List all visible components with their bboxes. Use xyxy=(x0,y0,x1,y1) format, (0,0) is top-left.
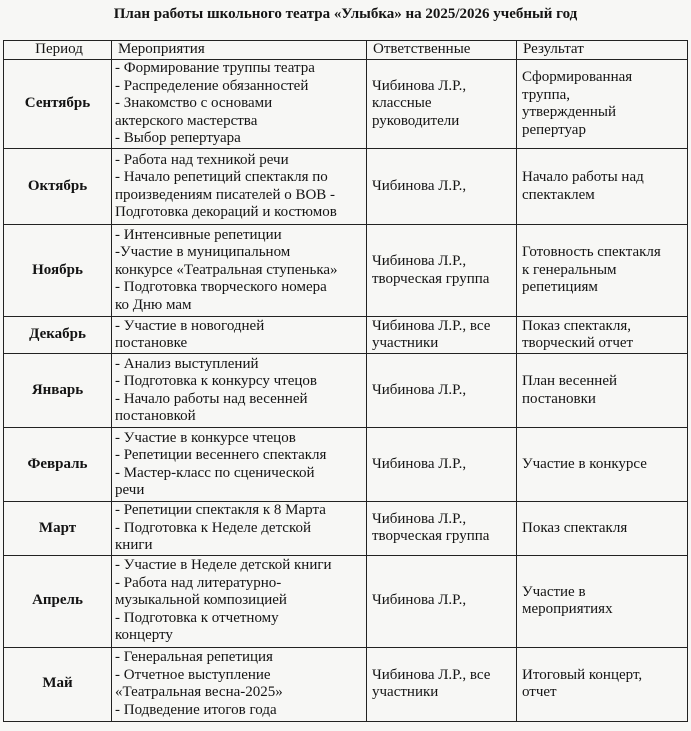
activities-cell xyxy=(112,354,367,428)
table-row xyxy=(4,354,688,428)
period-cell: Март xyxy=(4,502,112,556)
activities-cell-line: речи xyxy=(115,482,145,498)
activities-cell-line: «Театральная весна-2025» xyxy=(115,684,283,700)
activities-cell-line: конкурсе «Театральная ступенька» xyxy=(115,261,338,278)
activities-cell-line: музыкальной композицией xyxy=(115,592,287,609)
table-row xyxy=(4,317,688,354)
responsible-cell xyxy=(367,60,517,149)
activities-cell-line: Подготовка декораций и костюмов xyxy=(115,204,337,220)
activities-cell-line: - Знакомство с основами xyxy=(115,95,273,112)
activities-cell-line: - Генеральная репетиция xyxy=(115,649,273,665)
activities-cell-line: - Начало работы над весенней xyxy=(115,390,308,407)
activities-cell-line: - Подготовка к отчетному xyxy=(115,609,279,626)
result-cell xyxy=(517,317,688,354)
responsible-cell-line: творческая группа xyxy=(372,528,490,545)
result-cell-line: Показ спектакля, xyxy=(522,317,631,334)
result-cell-line: мероприятиях xyxy=(522,601,613,617)
period-cell: Декабрь xyxy=(4,317,112,354)
responsible-cell-line: Чибинова Л.Р., xyxy=(372,381,467,398)
result-cell xyxy=(517,502,688,556)
activities-cell-line: - Выбор репертуара xyxy=(115,130,241,147)
responsible-cell-line: Чибинова Л.Р., xyxy=(372,77,467,94)
period-cell: Сентябрь xyxy=(4,60,112,149)
activities-cell-line: - Участие в новогодней xyxy=(115,317,265,334)
result-cell xyxy=(517,60,688,149)
activities-cell-line: - Подготовка к конкурсу чтецов xyxy=(115,373,318,389)
period-cell: Октябрь xyxy=(4,149,112,225)
activities-cell-line: - Репетиции спектакля к 8 Марта xyxy=(115,502,326,518)
responsible-cell xyxy=(367,647,517,721)
period-cell: Ноябрь xyxy=(4,225,112,317)
activities-cell xyxy=(112,502,367,556)
responsible-cell-line: Чибинова Л.Р., xyxy=(372,510,467,527)
table-row xyxy=(4,428,688,502)
responsible-cell xyxy=(367,225,517,317)
result-cell-line: Участие в xyxy=(522,583,586,600)
result-cell-line: Готовность спектакля xyxy=(522,244,661,261)
result-cell-line: труппа, xyxy=(522,86,571,103)
responsible-cell xyxy=(367,149,517,225)
result-cell-line: репертуар xyxy=(522,121,586,138)
table-row xyxy=(4,502,688,556)
result-cell-line: утвержденный xyxy=(522,104,617,120)
responsible-cell-line: Чибинова Л.Р., все xyxy=(372,666,491,683)
activities-cell-line: - Мастер-класс по сценической xyxy=(115,464,315,481)
responsible-cell xyxy=(367,317,517,354)
header-row xyxy=(4,41,688,60)
activities-cell-line: - Формирование труппы театра xyxy=(115,60,315,77)
activities-cell xyxy=(112,555,367,647)
activities-cell xyxy=(112,225,367,317)
activities-cell-line: - Распределение обязанностей xyxy=(115,77,309,94)
result-cell-line: репетициям xyxy=(522,279,598,296)
activities-cell-line: - Участие в конкурсе чтецов xyxy=(115,429,296,446)
result-cell-line: спектаклем xyxy=(522,186,595,203)
table-row xyxy=(4,647,688,721)
activities-cell-line: - Участие в Неделе детской книги xyxy=(115,557,332,574)
activities-cell-line: концерту xyxy=(115,627,173,644)
result-cell xyxy=(517,647,688,721)
responsible-cell xyxy=(367,428,517,502)
period-cell: Февраль xyxy=(4,428,112,502)
result-cell-line: к генеральным xyxy=(522,261,617,278)
activities-cell xyxy=(112,60,367,149)
activities-cell xyxy=(112,647,367,721)
activities-cell-line: ко Дню мам xyxy=(115,296,192,313)
responsible-cell xyxy=(367,555,517,647)
table-row xyxy=(4,225,688,317)
result-cell-line: План весенней xyxy=(522,373,618,389)
result-cell xyxy=(517,428,688,502)
result-cell-line: Итоговый концерт, xyxy=(522,666,643,683)
activities-cell-line: постановке xyxy=(115,335,188,351)
period-cell: Январь xyxy=(4,354,112,428)
result-cell xyxy=(517,149,688,225)
result-cell xyxy=(517,354,688,428)
activities-cell-line: - Интенсивные репетиции xyxy=(115,226,282,243)
responsible-cell-line: руководители xyxy=(372,112,460,129)
responsible-cell xyxy=(367,354,517,428)
responsible-cell-line: творческая группа xyxy=(372,270,490,287)
responsible-cell xyxy=(367,502,517,556)
responsible-cell-line: участники xyxy=(372,335,439,351)
plan-table xyxy=(3,40,688,722)
activities-cell-line: актерского мастерства xyxy=(115,112,258,129)
responsible-cell-line: участники xyxy=(372,684,439,700)
activities-cell-line: - Подготовка к Неделе детской xyxy=(115,519,312,536)
activities-cell-line: постановкой xyxy=(115,408,196,424)
activities-cell xyxy=(112,149,367,225)
header-period: Период xyxy=(4,41,112,60)
responsible-cell-line: Чибинова Л.Р., xyxy=(372,592,467,609)
result-cell-line: Показ спектакля xyxy=(522,519,628,536)
result-cell-line: Начало работы над xyxy=(522,169,644,185)
responsible-cell-line: Чибинова Л.Р., xyxy=(372,253,467,269)
result-cell-line: отчет xyxy=(522,684,557,700)
result-cell-line: творческий отчет xyxy=(522,335,634,351)
table-row xyxy=(4,555,688,647)
activities-cell-line: произведениям писателей о ВОВ - xyxy=(115,186,336,203)
period-cell: Апрель xyxy=(4,555,112,647)
header-responsible: Ответственные xyxy=(367,41,517,60)
activities-cell-line: - Анализ выступлений xyxy=(115,355,259,372)
result-cell-line: постановки xyxy=(522,390,596,407)
responsible-cell-line: Чибинова Л.Р., xyxy=(372,177,467,194)
header-activities: Мероприятия xyxy=(112,41,367,60)
activities-cell-line: - Работа над техникой речи xyxy=(115,151,289,168)
activities-cell-line: - Начало репетиций спектакля по xyxy=(115,169,328,185)
result-cell xyxy=(517,555,688,647)
activities-cell xyxy=(112,317,367,354)
responsible-cell-line: Чибинова Л.Р., все xyxy=(372,317,491,334)
table-row xyxy=(4,60,688,149)
activities-cell-line: - Подведение итогов года xyxy=(115,701,277,718)
activities-cell xyxy=(112,428,367,502)
page-title: План работы школьного театра «Улыбка» на 2025/2026 учебный год xyxy=(113,6,578,22)
responsible-cell-line: Чибинова Л.Р., xyxy=(372,455,467,472)
result-cell xyxy=(517,225,688,317)
plan-table-body xyxy=(4,60,688,722)
activities-cell-line: - Отчетное выступление xyxy=(115,666,271,683)
result-cell-line: Участие в конкурсе xyxy=(522,455,647,472)
result-cell-line: Сформированная xyxy=(522,69,633,85)
table-row xyxy=(4,149,688,225)
responsible-cell-line: классные xyxy=(372,95,432,112)
period-cell: Май xyxy=(4,647,112,721)
activities-cell-line: книги xyxy=(115,537,153,553)
activities-cell-line: - Работа над литературно- xyxy=(115,574,282,591)
activities-cell-line: - Репетиции весеннего спектакля xyxy=(115,447,327,463)
header-result: Результат xyxy=(517,41,688,60)
activities-cell-line: - Подготовка творческого номера xyxy=(115,279,327,296)
activities-cell-line: -Участие в муниципальном xyxy=(115,244,291,261)
